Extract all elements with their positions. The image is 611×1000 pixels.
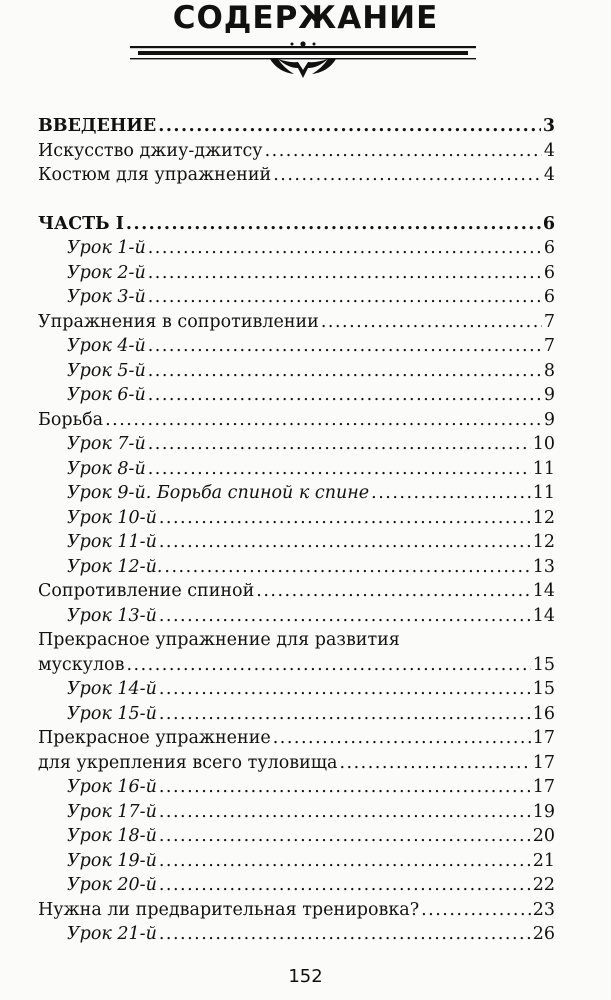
- toc-entry: [38, 604, 555, 629]
- toc-entry: [38, 726, 555, 751]
- toc-entry-label: Урок 2-й: [67, 262, 146, 283]
- ornament-divider: [128, 38, 478, 88]
- leader-dots: [148, 432, 531, 457]
- leader-dots: [159, 604, 531, 629]
- leader-dots: [371, 481, 531, 506]
- toc-entry-page: 6: [543, 287, 555, 307]
- toc-entry: [38, 751, 555, 776]
- toc-entry-page: 4: [543, 165, 555, 185]
- toc-entry: [38, 432, 555, 457]
- toc-entry: [38, 383, 555, 408]
- toc-entry-page: 22: [532, 875, 555, 895]
- toc-entry-page: 8: [543, 360, 555, 381]
- toc-entry-page: 9: [543, 409, 555, 430]
- toc-entry: [38, 628, 555, 677]
- toc-entry: [38, 285, 555, 310]
- toc-entry: [38, 359, 555, 384]
- leader-dots: [159, 530, 531, 555]
- toc-entry: [38, 824, 555, 849]
- toc-entry-label: Нужна ли предварительная тренировка?: [38, 899, 420, 920]
- toc-entry-page: 6: [543, 262, 555, 283]
- leader-dots: [273, 163, 542, 188]
- toc-entry-page: 10: [532, 434, 555, 454]
- toc-entry-page: 17: [532, 728, 555, 748]
- toc-entry-label: Прекрасное упражнение: [38, 728, 271, 748]
- toc-entry-label: Урок 12-й.: [67, 556, 163, 577]
- toc-entry-label: ВВЕДЕНИЕ: [38, 116, 157, 136]
- toc-entry: [38, 506, 555, 531]
- toc-entry-label: Урок 6-й: [67, 385, 146, 405]
- leader-dots: [159, 702, 531, 727]
- leader-dots: [148, 359, 542, 384]
- leader-dots: [321, 310, 542, 335]
- toc-entry-page: 23: [532, 899, 555, 920]
- toc-entry-page: 12: [532, 532, 555, 552]
- leader-dots: [148, 285, 542, 310]
- toc-entry-page: 6: [543, 238, 555, 258]
- leader-dots: [164, 555, 530, 580]
- toc-entry-page: 15: [532, 679, 555, 699]
- toc-entry-label: Урок 11-й: [67, 532, 157, 552]
- toc-entry-label: Урок 15-й: [67, 703, 157, 724]
- toc-entry-label: Костюм для упражнений: [38, 165, 272, 185]
- leader-dots: [256, 579, 530, 604]
- toc-entry: [38, 236, 555, 261]
- toc-entry-label: Урок 13-й: [67, 605, 157, 626]
- toc-entry: [38, 702, 555, 727]
- toc-entry-label: Урок 3-й: [67, 287, 146, 307]
- leader-dots: [159, 506, 531, 531]
- toc-entry-page: 11: [532, 483, 555, 503]
- toc-entry: [38, 873, 555, 898]
- leader-dots: [158, 114, 541, 139]
- toc-entry-page: 19: [532, 801, 555, 822]
- toc-entry-page: 7: [543, 311, 555, 332]
- toc-entry-page: 4: [543, 140, 555, 161]
- toc-entry-label: Урок 19-й: [67, 850, 157, 871]
- toc-entry: [38, 114, 555, 139]
- toc-entry: [38, 139, 555, 164]
- page-number: 152: [288, 966, 323, 987]
- toc-entry-page: 13: [532, 556, 555, 577]
- leader-dots: [148, 236, 542, 261]
- toc-entry: [38, 898, 555, 923]
- toc-entry: [38, 481, 555, 506]
- toc-entry: [38, 457, 555, 482]
- toc-entry: [38, 922, 555, 947]
- leader-dots: [159, 873, 531, 898]
- toc-entry-page: 16: [532, 703, 555, 724]
- toc-entry-label: Урок 9-й. Борьба спиной к спине: [67, 483, 370, 503]
- toc-entry: [38, 530, 555, 555]
- leader-dots: [265, 139, 542, 164]
- toc-entry: [38, 555, 555, 580]
- toc-entry-label: Урок 1-й: [67, 238, 146, 258]
- toc-entry-page: 15: [532, 654, 555, 675]
- leader-dots: [159, 677, 531, 702]
- toc-entry-label: Урок 14-й: [67, 679, 157, 699]
- toc-entry-label: Урок 18-й: [67, 826, 157, 846]
- toc-entry-label: Урок 16-й: [67, 777, 157, 797]
- toc-entry-page: 14: [532, 581, 555, 601]
- toc-entry-label: Искусство джиу-джитсу: [38, 140, 263, 161]
- toc-entry-label: Урок 10-й: [67, 507, 157, 528]
- leader-dots: [273, 726, 531, 751]
- toc-entry-label: Урок 5-й: [67, 360, 146, 381]
- toc-entry-page: 14: [532, 605, 555, 626]
- leader-dots: [339, 751, 530, 776]
- toc-entry: [38, 677, 555, 702]
- toc-entry: [38, 800, 555, 825]
- leader-dots: [148, 457, 531, 482]
- toc-entry: [38, 212, 555, 237]
- toc-entry-label: Урок 7-й: [67, 434, 146, 454]
- toc-entry-page: 7: [543, 336, 555, 356]
- leader-dots: [159, 849, 531, 874]
- toc-entry-label: Урок 4-й: [67, 336, 146, 356]
- toc-entry-label: Урок 17-й: [67, 801, 157, 822]
- leader-dots: [126, 212, 541, 237]
- leader-dots: [148, 334, 542, 359]
- leader-dots: [148, 383, 542, 408]
- toc-entry: [38, 310, 555, 335]
- toc-entry-page: 21: [532, 850, 555, 871]
- toc-entry-page: 3: [542, 116, 555, 136]
- toc-entry-label: Урок 21-й: [67, 924, 157, 944]
- toc-entry-label: мускулов: [38, 654, 125, 675]
- leader-dots: [159, 800, 531, 825]
- toc-entry-page: 20: [532, 826, 555, 846]
- toc-entry: [38, 261, 555, 286]
- leader-dots: [159, 922, 531, 947]
- toc-entry-label: Борьба: [38, 409, 104, 430]
- toc-entry-page: 17: [532, 752, 555, 773]
- toc-entry-label: для укрепления всего туловища: [38, 752, 338, 773]
- leader-dots: [421, 898, 531, 923]
- toc-entry: [38, 775, 555, 800]
- toc-entry-page: 9: [543, 385, 555, 405]
- toc-entry-label: Сопротивление спиной: [38, 581, 255, 601]
- leader-dots: [159, 775, 531, 800]
- leader-dots: [105, 408, 542, 433]
- toc-entry-page: 12: [532, 507, 555, 528]
- toc-entry-page: 6: [542, 213, 555, 234]
- toc-entry-page: 11: [532, 458, 555, 479]
- toc-entry: [38, 579, 555, 604]
- table-of-contents: [38, 114, 555, 947]
- toc-entry: [38, 163, 555, 188]
- toc-entry-label: Упражнения в сопротивлении: [38, 311, 319, 332]
- toc-entry: [38, 408, 555, 433]
- page-title: СОДЕРЖАНИЕ: [172, 0, 439, 36]
- toc-entry-label: Урок 20-й: [67, 875, 157, 895]
- leader-dots: [126, 653, 530, 678]
- toc-entry: [38, 849, 555, 874]
- toc-entry-label-line1: Прекрасное упражнение для развития: [38, 630, 400, 650]
- toc-entry-label: ЧАСТЬ I: [38, 213, 124, 234]
- leader-dots: [159, 824, 531, 849]
- toc-entry-page: 26: [532, 924, 555, 944]
- toc-entry: [38, 334, 555, 359]
- leader-dots: [148, 261, 542, 286]
- toc-entry-page: 17: [532, 777, 555, 797]
- toc-entry-label: Урок 8-й: [67, 458, 146, 479]
